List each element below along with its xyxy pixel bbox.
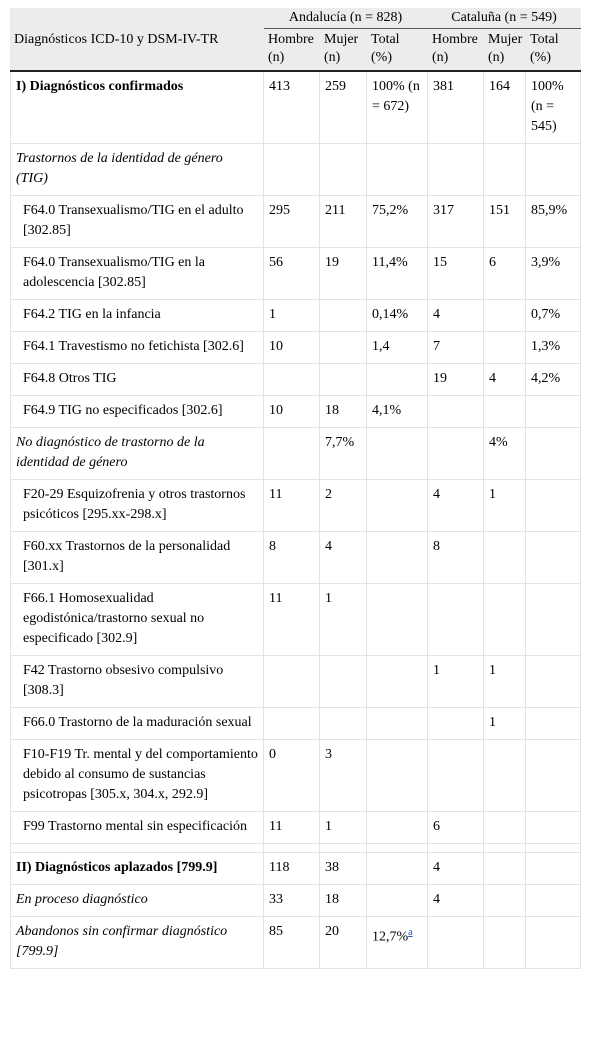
table-cell <box>264 428 320 480</box>
table-body <box>11 71 581 969</box>
table-cell <box>526 196 581 248</box>
cell-value: 1,4 <box>372 339 390 354</box>
table-row <box>11 196 581 248</box>
table-cell <box>367 248 428 300</box>
table-cell <box>367 364 428 396</box>
table-cell <box>484 812 526 844</box>
row-label: F66.1 Homosexualidad egodistónica/trastorno sexual no especificado [302.9] <box>11 584 264 656</box>
cell-value: 4,2% <box>531 371 561 386</box>
table-cell <box>484 480 526 532</box>
table-cell <box>367 853 428 885</box>
table-row <box>11 144 581 196</box>
table-cell <box>526 917 581 969</box>
table-cell <box>264 71 320 144</box>
spacer-row <box>11 844 581 853</box>
table-cell <box>428 364 484 396</box>
subcol-header: Total (%) <box>526 29 581 72</box>
cell-value: 7 <box>433 339 441 354</box>
cell-value: 7,7% <box>325 435 355 450</box>
cell-value: 11 <box>269 819 283 834</box>
table-cell <box>484 71 526 144</box>
row-label: F66.0 Trastorno de la maduración sexual <box>11 708 264 740</box>
cell-value: 259 <box>325 79 346 94</box>
table-row <box>11 71 581 144</box>
cell-value: 38 <box>325 860 339 875</box>
table-cell <box>526 428 581 480</box>
cell-value: 6 <box>433 819 441 834</box>
row-label: F64.8 Otros TIG <box>11 364 264 396</box>
table-cell <box>367 885 428 917</box>
cell-value: 6 <box>489 255 497 270</box>
table-cell <box>367 584 428 656</box>
table-cell <box>428 480 484 532</box>
cell-value: 4 <box>433 892 441 907</box>
table-cell <box>367 532 428 584</box>
cell-value: 75,2% <box>372 203 409 218</box>
table-cell <box>428 656 484 708</box>
table-cell <box>526 844 581 853</box>
table-row <box>11 532 581 584</box>
row-label: F64.1 Travestismo no fetichista [302.6] <box>11 332 264 364</box>
cell-value: 118 <box>269 860 290 875</box>
cataluna-group-header: Cataluña (n = 549) <box>428 9 581 29</box>
table-cell <box>320 885 367 917</box>
cell-value: 1,3% <box>531 339 561 354</box>
cell-value: 4% <box>489 435 508 450</box>
table-cell <box>264 708 320 740</box>
cell-value: 0,14% <box>372 307 409 322</box>
table-cell <box>484 248 526 300</box>
table-cell <box>484 196 526 248</box>
table-row <box>11 364 581 396</box>
table-cell <box>526 248 581 300</box>
table-cell <box>320 740 367 812</box>
table-cell <box>484 532 526 584</box>
table-cell <box>484 656 526 708</box>
table-cell <box>526 480 581 532</box>
subcol-header: Hombre (n) <box>264 29 320 72</box>
table-row <box>11 853 581 885</box>
row-label: I) Diagnósticos confirmados <box>11 71 264 144</box>
cell-value: 19 <box>433 371 448 386</box>
table-cell <box>367 144 428 196</box>
table-cell <box>320 71 367 144</box>
andalucia-group-header: Andalucía (n = 828) <box>264 9 428 29</box>
table-cell <box>428 532 484 584</box>
cell-value: 4 <box>489 371 497 386</box>
table-cell <box>264 812 320 844</box>
table-cell <box>320 656 367 708</box>
table-cell <box>320 532 367 584</box>
table-cell <box>428 917 484 969</box>
table-cell <box>367 71 428 144</box>
cell-value: 4,1% <box>372 403 402 418</box>
table-cell <box>367 812 428 844</box>
cell-value: 10 <box>269 403 283 418</box>
table-row <box>11 332 581 364</box>
cell-value: 0,7% <box>531 307 561 322</box>
subcol-header: Mujer (n) <box>320 29 367 72</box>
cell-value: 19 <box>325 255 339 270</box>
table-cell <box>320 364 367 396</box>
table-cell <box>428 885 484 917</box>
table-cell <box>526 396 581 428</box>
row-label: F64.0 Transexualismo/TIG en el adulto [302.85] <box>11 196 264 248</box>
diagnoses-table <box>10 8 581 969</box>
cell-value: 11,4% <box>372 255 408 270</box>
table-cell <box>367 396 428 428</box>
subcol-header: Hombre (n) <box>428 29 484 72</box>
cell-value: 295 <box>269 203 290 218</box>
table-row <box>11 812 581 844</box>
cell-value: 33 <box>269 892 283 907</box>
table-cell <box>320 480 367 532</box>
table-cell <box>526 584 581 656</box>
table-cell <box>428 300 484 332</box>
cell-value: 85 <box>269 924 283 939</box>
cell-value: 4 <box>433 860 441 875</box>
cell-value: 413 <box>269 79 290 94</box>
table-row <box>11 656 581 708</box>
table-cell <box>320 144 367 196</box>
table-cell <box>320 812 367 844</box>
table-cell <box>367 480 428 532</box>
table-cell <box>526 71 581 144</box>
row-label: F64.0 Transexualismo/TIG en la adolescencia [302.85] <box>11 248 264 300</box>
row-label: II) Diagnósticos aplazados [799.9] <box>11 853 264 885</box>
cell-value: 381 <box>433 79 455 94</box>
row-label: F99 Trastorno mental sin especificación <box>11 812 264 844</box>
cell-value: 18 <box>325 403 339 418</box>
cell-value: 20 <box>325 924 339 939</box>
table-cell <box>484 853 526 885</box>
cell-value: 1 <box>489 663 497 678</box>
cell-value: 10 <box>269 339 283 354</box>
cell-value: 151 <box>489 203 511 218</box>
cell-value: 12,7% <box>372 929 409 945</box>
cell-value: 2 <box>325 487 332 502</box>
table-cell <box>526 885 581 917</box>
table-container <box>10 8 580 969</box>
row-label: F60.xx Trastornos de la personalidad [301.x] <box>11 532 264 584</box>
table-cell <box>264 144 320 196</box>
table-cell <box>320 584 367 656</box>
table-row <box>11 300 581 332</box>
cell-value: 8 <box>269 539 276 554</box>
table-row <box>11 917 581 969</box>
table-cell <box>264 844 320 853</box>
table-cell <box>264 300 320 332</box>
table-cell <box>264 740 320 812</box>
row-label: F64.9 TIG no especificados [302.6] <box>11 396 264 428</box>
cell-value: 0 <box>269 747 276 762</box>
table-cell <box>526 144 581 196</box>
table-cell <box>526 532 581 584</box>
cell-value: 1 <box>269 307 276 322</box>
table-cell <box>320 428 367 480</box>
cell-value: 317 <box>433 203 455 218</box>
row-label: Abandonos sin confirmar diagnóstico [799.9] <box>11 917 264 969</box>
table-cell <box>264 917 320 969</box>
subcol-header: Mujer (n) <box>484 29 526 72</box>
cell-value: 4 <box>325 539 332 554</box>
row-label: F20-29 Esquizofrenia y otros trastornos psicóticos [295.xx-298.x] <box>11 480 264 532</box>
table-row <box>11 396 581 428</box>
table-cell <box>428 844 484 853</box>
table-cell <box>320 853 367 885</box>
row-label: Trastornos de la identidad de género (TIG) <box>11 144 264 196</box>
cell-value: 100% (n = 672) <box>372 79 420 114</box>
table-cell <box>484 396 526 428</box>
table-cell <box>367 844 428 853</box>
table-cell <box>484 740 526 812</box>
table-row <box>11 885 581 917</box>
table-cell <box>526 812 581 844</box>
cell-value: 11 <box>269 591 283 606</box>
table-cell <box>264 396 320 428</box>
cell-value: 100% (n = 545) <box>531 79 564 134</box>
table-cell <box>320 332 367 364</box>
table-cell <box>428 332 484 364</box>
table-cell <box>428 196 484 248</box>
table-cell <box>264 584 320 656</box>
row-label: F42 Trastorno obsesivo compulsivo [308.3] <box>11 656 264 708</box>
table-cell <box>428 248 484 300</box>
table-cell <box>526 364 581 396</box>
table-cell <box>367 740 428 812</box>
table-cell <box>367 428 428 480</box>
table-cell <box>367 300 428 332</box>
table-cell <box>320 708 367 740</box>
row-label: En proceso diagnóstico <box>11 885 264 917</box>
table-cell <box>264 332 320 364</box>
table-cell <box>264 248 320 300</box>
table-cell <box>428 740 484 812</box>
table-cell <box>264 656 320 708</box>
table-cell <box>526 300 581 332</box>
table-cell <box>367 656 428 708</box>
cell-value: 85,9% <box>531 203 568 218</box>
table-cell <box>484 144 526 196</box>
table-cell <box>428 428 484 480</box>
table-row <box>11 584 581 656</box>
cell-value: 11 <box>269 487 283 502</box>
cell-value: 1 <box>433 663 441 678</box>
table-cell <box>526 708 581 740</box>
table-cell <box>264 480 320 532</box>
table-cell <box>264 196 320 248</box>
subcol-header: Total (%) <box>367 29 428 72</box>
table-cell <box>484 428 526 480</box>
table-cell <box>367 708 428 740</box>
table-cell <box>428 396 484 428</box>
table-cell <box>526 853 581 885</box>
cell-value: 56 <box>269 255 283 270</box>
table-cell <box>320 196 367 248</box>
table-cell <box>320 248 367 300</box>
row-label: No diagnóstico de trastorno de la identidad de género <box>11 428 264 480</box>
table-cell <box>264 853 320 885</box>
cell-value: 1 <box>489 487 497 502</box>
table-header <box>11 9 581 72</box>
table-cell <box>320 844 367 853</box>
table-cell <box>320 300 367 332</box>
table-cell <box>484 708 526 740</box>
row-label: F64.2 TIG en la infancia <box>11 300 264 332</box>
table-cell <box>428 708 484 740</box>
table-row <box>11 740 581 812</box>
cell-value: 164 <box>489 79 511 94</box>
table-cell <box>367 332 428 364</box>
diagnosis-column-header: Diagnósticos ICD-10 y DSM-IV-TR <box>11 9 264 72</box>
cell-value: 4 <box>433 307 441 322</box>
table-cell <box>484 885 526 917</box>
row-label: F10-F19 Tr. mental y del comportamiento debido al consumo de sustancias psicotropas [305.x, 304.x, 292.9] <box>11 740 264 812</box>
table-cell <box>484 332 526 364</box>
table-cell <box>484 844 526 853</box>
table-cell <box>367 196 428 248</box>
cell-value: 3 <box>325 747 332 762</box>
table-cell <box>484 917 526 969</box>
table-row <box>11 480 581 532</box>
table-cell <box>526 740 581 812</box>
cell-value: 3,9% <box>531 255 561 270</box>
table-cell <box>428 853 484 885</box>
table-cell <box>526 656 581 708</box>
cell-value: 211 <box>325 203 346 218</box>
footnote-link[interactable]: a <box>408 927 413 938</box>
table-cell <box>484 300 526 332</box>
row-label <box>11 844 264 853</box>
cell-value: 1 <box>325 591 332 606</box>
table-cell <box>484 364 526 396</box>
table-cell <box>264 364 320 396</box>
table-row <box>11 708 581 740</box>
cell-value: 1 <box>489 715 497 730</box>
table-cell <box>484 584 526 656</box>
table-cell <box>264 532 320 584</box>
table-cell <box>526 332 581 364</box>
table-cell <box>428 71 484 144</box>
table-cell <box>264 885 320 917</box>
table-cell <box>320 396 367 428</box>
cell-value: 8 <box>433 539 441 554</box>
table-cell <box>428 584 484 656</box>
cell-value: 1 <box>325 819 332 834</box>
table-cell <box>428 812 484 844</box>
cell-value: 4 <box>433 487 441 502</box>
cell-value: 15 <box>433 255 448 270</box>
cell-value: 18 <box>325 892 339 907</box>
table-row <box>11 428 581 480</box>
table-cell <box>367 917 428 969</box>
table-row <box>11 248 581 300</box>
table-cell <box>320 917 367 969</box>
table-cell <box>428 144 484 196</box>
